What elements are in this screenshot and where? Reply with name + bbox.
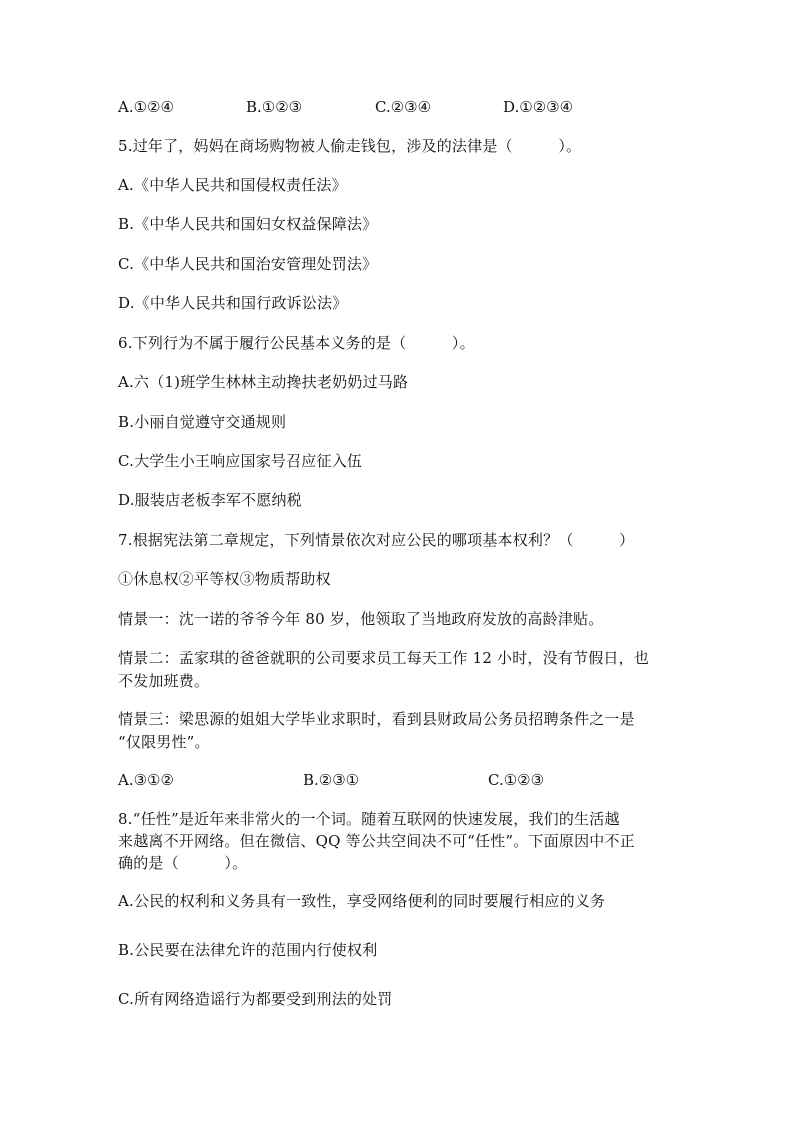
q4-option-a: A.①②④	[118, 98, 174, 116]
q7-option-a: A.③①②	[118, 771, 174, 789]
q7-scene-3-line-2: “仅限男性”。	[118, 733, 210, 751]
q8-stem-line-1: 8.“任性”是近年来非常火的一个词。随着互联网的快速发展，我们的生活越	[118, 810, 620, 828]
q8-option-c: C.所有网络造谣行为都要受到刑法的处罚	[118, 990, 393, 1008]
q6-option-d: D.服装店老板李军不愿纳税	[118, 491, 302, 509]
q5-stem: 5.过年了，妈妈在商场购物被人偷走钱包，涉及的法律是（ ）。	[118, 137, 582, 155]
q7-rights-list: ①休息权②平等权③物质帮助权	[118, 570, 331, 588]
q4-option-c: C.②③④	[375, 98, 432, 116]
q6-option-c: C.大学生小王响应国家号召应征入伍	[118, 452, 363, 470]
q8-option-a: A.公民的权利和义务具有一致性，享受网络便利的同时要履行相应的义务	[118, 892, 606, 910]
q6-option-a: A.六（1)班学生林林主动搀扶老奶奶过马路	[118, 373, 409, 391]
q7-option-c: C.①②③	[488, 771, 545, 789]
q5-option-b: B.《中华人民共和国妇女权益保障法》	[118, 215, 378, 233]
q5-option-c: C.《中华人民共和国治安管理处罚法》	[118, 255, 378, 273]
q8-option-b: B.公民要在法律允许的范围内行使权利	[118, 941, 378, 959]
q6-option-b: B.小丽自觉遵守交通规则	[118, 413, 287, 431]
q4-option-b: B.①②③	[246, 98, 303, 116]
q7-stem: 7.根据宪法第二章规定，下列情景依次对应公民的哪项基本权利？（ ）	[118, 531, 635, 549]
q7-scene-2-line-2: 不发加班费。	[118, 672, 210, 690]
q6-stem: 6.下列行为不属于履行公民基本义务的是（ ）。	[118, 334, 475, 352]
q7-scene-1: 情景一：沈一诺的爷爷今年 80 岁，他领取了当地政府发放的高龄津贴。	[118, 610, 604, 628]
q8-stem-line-2: 来越离不开网络。但在微信、QQ 等公共空间决不可“任性”。下面原因中不正	[118, 832, 635, 850]
q7-scene-2-line-1: 情景二：孟家琪的爸爸就职的公司要求员工每天工作 12 小时，没有节假日，也	[118, 649, 650, 667]
q8-stem-line-3: 确的是（ ）。	[118, 854, 248, 872]
q5-option-d: D.《中华人民共和国行政诉讼法》	[118, 294, 348, 312]
q7-scene-3-line-1: 情景三：梁思源的姐姐大学毕业求职时，看到县财政局公务员招聘条件之一是	[118, 710, 635, 728]
q4-option-d: D.①②③④	[503, 98, 574, 116]
q7-option-b: B.②③①	[303, 771, 360, 789]
q5-option-a: A.《中华人民共和国侵权责任法》	[118, 176, 347, 194]
